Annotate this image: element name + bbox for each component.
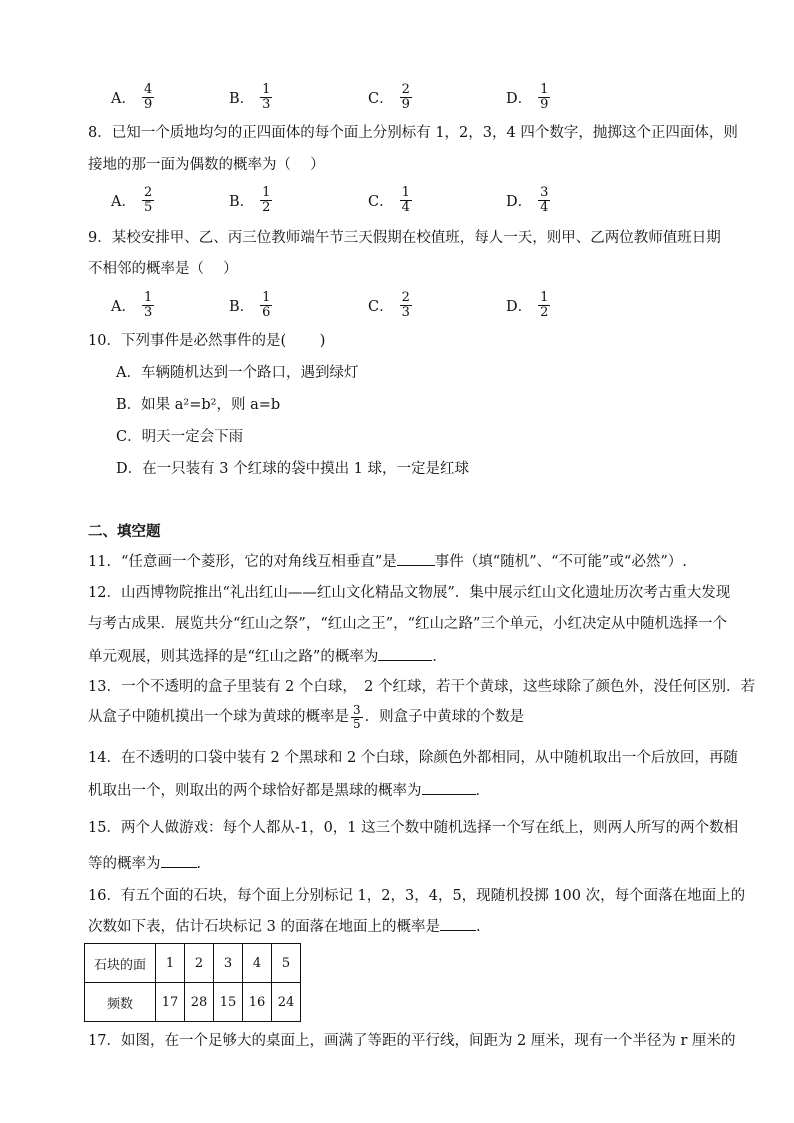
fraction: $\frac{1}{6}$ bbox=[262, 289, 271, 320]
answer-blank bbox=[378, 646, 432, 661]
q12-line-1: 12．山西博物院推出“礼出红山——红山文化精品文物展”．集中展示红山文化遗址历次考古重大发现 bbox=[88, 585, 731, 601]
table-cell: 5 bbox=[272, 944, 301, 983]
answer-blank bbox=[422, 780, 476, 795]
frequency-table bbox=[84, 943, 301, 1022]
q16-line-2: 次数如下表，估计石块标记 3 的面落在地面上的概率是 . bbox=[88, 916, 481, 937]
fraction: $\frac{1}{4}$ bbox=[401, 184, 410, 215]
q9-option-a: A． $\frac{1}{3}$ bbox=[111, 289, 153, 320]
fraction: $\frac{3}{4}$ bbox=[540, 184, 549, 215]
q8-option-c: C． $\frac{1}{4}$ bbox=[368, 184, 410, 215]
fraction: $\frac{1}{2}$ bbox=[262, 184, 271, 215]
q7-option-c: C． $\frac{2}{9}$ bbox=[368, 81, 410, 112]
q10-option-b: B．如果 a²=b²，则 a=b bbox=[116, 397, 281, 413]
q9-line-1: 9．某校安排甲、乙、丙三位教师端午节三天假期在校值班，每人一天，则甲、乙两位教师值班日期 bbox=[88, 230, 721, 246]
q7-options bbox=[111, 77, 671, 117]
fraction: $\frac{2}{5}$ bbox=[143, 184, 153, 215]
q14-line-2: 机取出一个，则取出的两个球恰好都是黑球的概率为 ． bbox=[88, 780, 490, 801]
section-title: 二、填空题 bbox=[88, 523, 161, 540]
fraction: $\frac{3}{5}$ bbox=[353, 702, 361, 731]
q8-line-2: 接地的那一面为偶数的概率为（ ） bbox=[88, 157, 325, 173]
q14-line-1: 14．在不透明的口袋中装有 2 个黑球和 2 个白球，除颜色外都相同，从中随机取出一个后放回，再随 bbox=[88, 750, 738, 766]
q16-line-1: 16．有五个面的石块，每个面上分别标记 1，2，3，4，5，现随机投掷 100 次，每个面落在地面上的 bbox=[88, 888, 746, 904]
q8-options bbox=[111, 180, 671, 220]
table-row bbox=[85, 944, 301, 983]
q8-line-1: 8．已知一个质地均匀的正四面体的每个面上分别标有 1，2，3，4 四个数字，抛掷这个正四面体，则 bbox=[88, 125, 738, 141]
q8-option-b: B． $\frac{1}{2}$ bbox=[229, 184, 271, 215]
q17-line-1: 17．如图，在一个足够大的桌面上，画满了等距的平行线，间距为 2 厘米，现有一个半径为 r 厘米的 bbox=[88, 1033, 736, 1049]
answer-blank bbox=[440, 916, 476, 931]
q9-option-b: B． $\frac{1}{6}$ bbox=[229, 289, 271, 320]
q12-line-2: 与考古成果．展览共分“红山之祭”，“红山之王”，“红山之路”三个单元，小红决定从中随机选择一个 bbox=[88, 616, 727, 632]
q9-option-d: D． $\frac{1}{2}$ bbox=[506, 289, 549, 320]
table-cell: 17 bbox=[156, 983, 185, 1022]
fraction: $\frac{1}{9}$ bbox=[540, 81, 549, 112]
q9-options bbox=[111, 285, 671, 325]
fraction: $\frac{4}{9}$ bbox=[143, 81, 153, 112]
table-cell: 3 bbox=[214, 944, 243, 983]
q11: 11．“任意画一个菱形，它的对角线互相垂直”是 事件（填“随机”、“不可能”或“必然”）. bbox=[88, 551, 687, 572]
q7-option-b: B． $\frac{1}{3}$ bbox=[229, 81, 271, 112]
fraction: $\frac{1}{3}$ bbox=[143, 289, 153, 320]
q13-line-1: 13．一个不透明的盒子里装有 2 个白球， 2 个红球，若干个黄球，这些球除了颜色外，没任何区别．若 bbox=[88, 679, 755, 695]
q15-line-1: 15．两个人做游戏：每个人都从-1，0，1 这三个数中随机选择一个写在纸上，则两人所写的两个数相 bbox=[88, 820, 739, 836]
answer-blank bbox=[161, 853, 197, 868]
table-cell: 24 bbox=[272, 983, 301, 1022]
table-header-cell: 频数 bbox=[85, 983, 156, 1022]
table-cell: 4 bbox=[243, 944, 272, 983]
fraction: $\frac{2}{9}$ bbox=[401, 81, 410, 112]
q8-option-a: A． $\frac{2}{5}$ bbox=[111, 184, 153, 215]
q7-option-d: D． $\frac{1}{9}$ bbox=[506, 81, 549, 112]
q8-option-d: D． $\frac{3}{4}$ bbox=[506, 184, 549, 215]
q7-option-a: A． $\frac{4}{9}$ bbox=[111, 81, 153, 112]
q10-option-a: A．车辆随机达到一个路口，遇到绿灯 bbox=[116, 365, 359, 381]
q13-line-2: 从盒子中随机摸出一个球为黄球的概率是 $\frac{3}{5}$ ．则盒子中黄球的个数是 bbox=[88, 702, 525, 731]
table-cell: 15 bbox=[214, 983, 243, 1022]
fraction: $\frac{2}{3}$ bbox=[401, 289, 410, 320]
answer-blank bbox=[397, 551, 435, 566]
table-cell: 28 bbox=[185, 983, 214, 1022]
fraction: $\frac{1}{2}$ bbox=[540, 289, 549, 320]
table-cell: 2 bbox=[185, 944, 214, 983]
table-header-cell: 石块的面 bbox=[85, 944, 156, 983]
fraction: $\frac{1}{3}$ bbox=[262, 81, 271, 112]
table-cell: 1 bbox=[156, 944, 185, 983]
q9-line-2: 不相邻的概率是（ ） bbox=[88, 261, 238, 277]
table-row bbox=[85, 983, 301, 1022]
q10-option-d: D．在一只装有 3 个红球的袋中摸出 1 球，一定是红球 bbox=[116, 461, 470, 477]
q12-line-3: 单元观展，则其选择的是“红山之路”的概率为 ． bbox=[88, 646, 447, 667]
q10-option-c: C．明天一定会下雨 bbox=[116, 429, 244, 445]
q9-option-c: C． $\frac{2}{3}$ bbox=[368, 289, 410, 320]
q10-stem: 10．下列事件是必然事件的是( ) bbox=[88, 333, 326, 349]
table-cell: 16 bbox=[243, 983, 272, 1022]
q15-line-2: 等的概率为 ． bbox=[88, 853, 211, 874]
